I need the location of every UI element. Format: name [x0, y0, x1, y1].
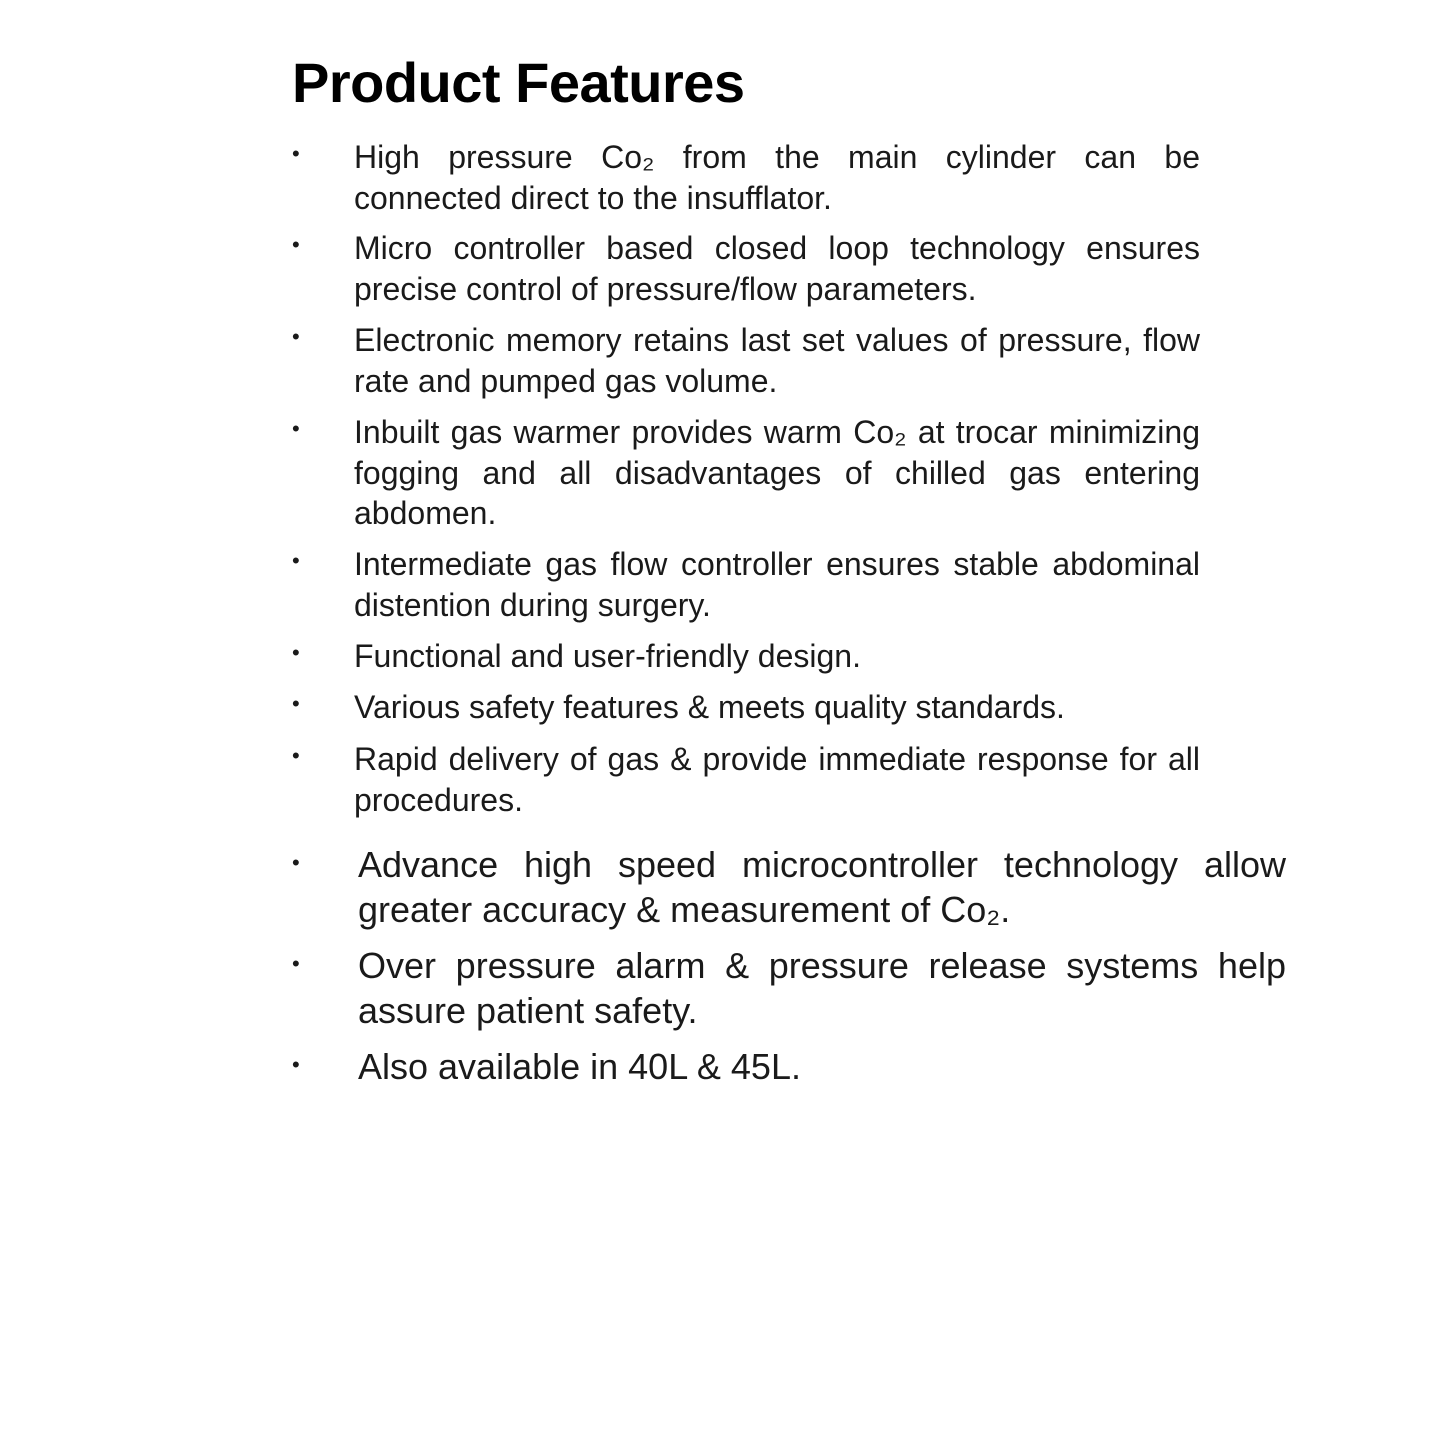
feature-text: Over pressure alarm & pressure release systems help assure patient safety. [358, 945, 1286, 1031]
feature-text: Also available in 40L & 45L. [358, 1046, 801, 1087]
bullet-icon: • [292, 691, 300, 716]
feature-text: Intermediate gas flow controller ensures stable abdominal distention during surgery. [354, 546, 1200, 623]
feature-item [292, 687, 1200, 728]
feature-item [292, 636, 1200, 677]
feature-text: High pressure Co₂ from the main cylinder can be connected direct to the insufflator. [354, 139, 1200, 216]
feature-item [292, 228, 1200, 309]
bullet-icon: • [292, 416, 300, 441]
feature-text: Rapid delivery of gas & provide immediate response for all procedures. [354, 741, 1200, 818]
feature-text: Various safety features & meets quality standards. [354, 689, 1065, 725]
feature-text: Advance high speed microcontroller technology allow greater accuracy & measurement of Co₂. [358, 844, 1286, 930]
bullet-icon: • [292, 141, 300, 166]
bullet-icon: • [292, 850, 300, 875]
bullet-icon: • [292, 324, 300, 349]
bullet-icon: • [292, 548, 300, 573]
feature-item [292, 943, 1286, 1033]
feature-text: Electronic memory retains last set values of pressure, flow rate and pumped gas volume. [354, 322, 1200, 399]
bullet-icon: • [292, 743, 300, 768]
bullet-icon: • [292, 951, 300, 976]
feature-item [292, 320, 1200, 401]
page-title: Product Features [292, 51, 745, 114]
bullet-icon: • [292, 232, 300, 257]
bullet-icon: • [292, 1052, 300, 1077]
feature-item [292, 842, 1286, 932]
feature-item [292, 137, 1200, 218]
feature-item [292, 412, 1200, 534]
feature-item [292, 1044, 1286, 1089]
feature-text: Functional and user-friendly design. [354, 638, 861, 674]
feature-text: Inbuilt gas warmer provides warm Co₂ at trocar minimizing fogging and all disadvantages of chilled gas entering abdomen. [354, 414, 1200, 531]
feature-item [292, 544, 1200, 625]
feature-item [292, 739, 1200, 820]
bullet-icon: • [292, 640, 300, 665]
feature-text: Micro controller based closed loop technology ensures precise control of pressure/flow parameters. [354, 230, 1200, 307]
